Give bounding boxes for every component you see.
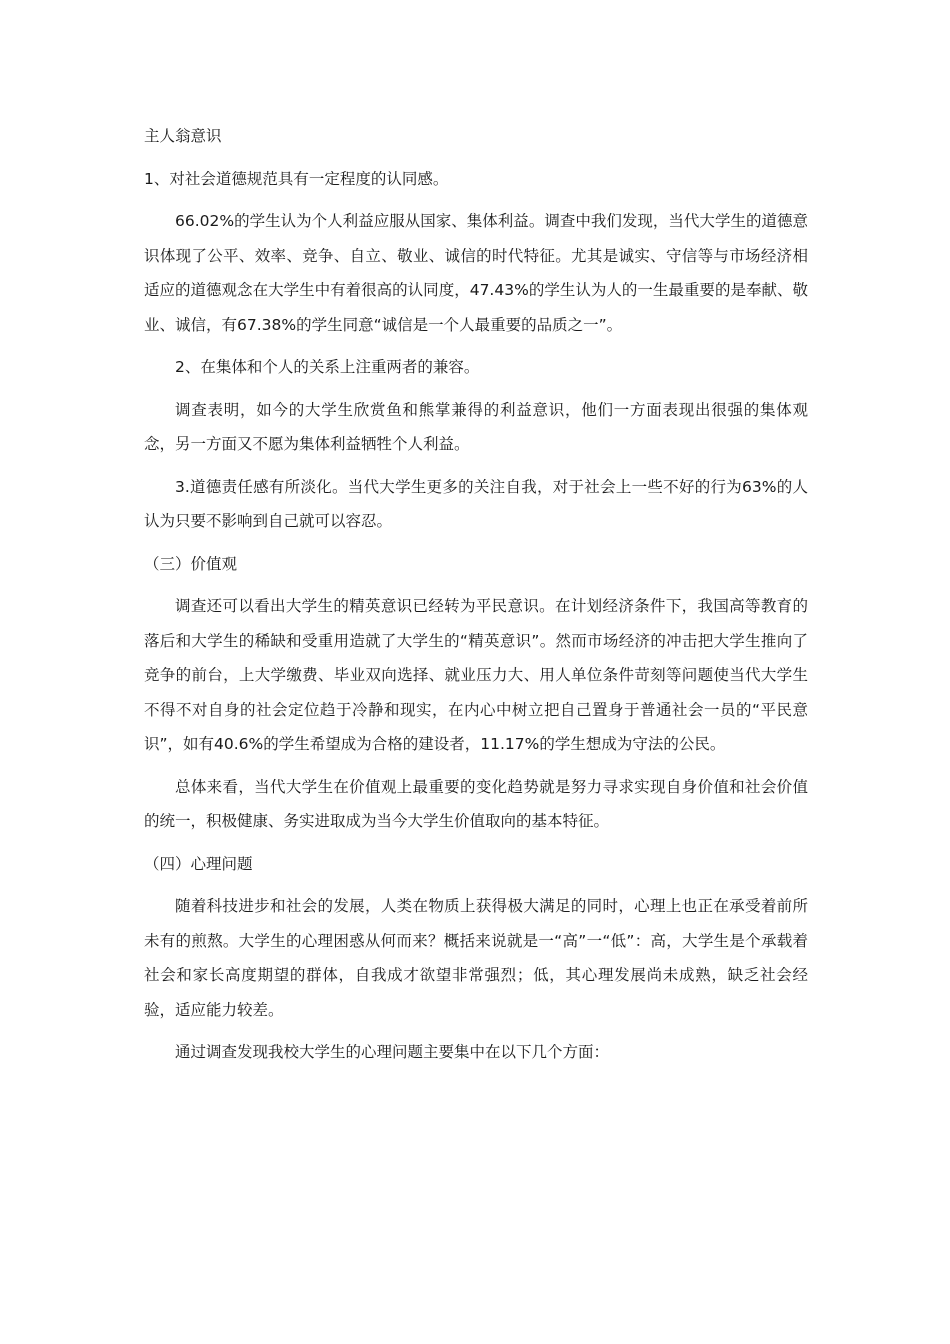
subheading-moral-norms: 1、对社会道德规范具有一定程度的认同感。 [144, 169, 449, 188]
paragraph-value-trend: 总体来看，当代大学生在价值观上最重要的变化趋势就是努力寻求实现自身价值和社会价值的统一，积极健康、务实进取成为当今大学生价值取向的基本特征。 [144, 777, 808, 830]
paragraph-moral-awareness: 66.02%的学生认为个人利益应服从国家、集体利益。调查中我们发现，当代大学生的道德意识体现了公平、效率、竞争、自立、敬业、诚信的时代特征。尤其是诚实、守信等与市场经济相适应的道德观念在大学生中有着很高的认同度，47.43%的学生认为人的一生最重要的是奉献、敬业、诚信，有67.38%的学生同意“诚信是一个人最重要的品质之一”。 [144, 212, 808, 334]
section-heading-ownership: 主人翁意识 [144, 127, 222, 145]
document-body [144, 119, 808, 1070]
paragraph-interest-awareness: 调查表明，如今的大学生欣赏鱼和熊掌兼得的利益意识，他们一方面表现出很强的集体观念，另一方面又不愿为集体利益牺牲个人利益。 [144, 400, 808, 453]
paragraph-elite-to-civilian: 调查还可以看出大学生的精英意识已经转为平民意识。在计划经济条件下，我国高等教育的落后和大学生的稀缺和受重用造就了大学生的“精英意识”。然而市场经济的冲击把大学生推向了竞争的前台，上大学缴费、毕业双向选择、就业压力大、用人单位条件苛刻等问题使当代大学生不得不对自身的社会定位趋于冷静和现实，在内心中树立把自己置身于普通社会一员的“平民意识”，如有40.6%的学生希望成为合格的建设者，11.17%的学生想成为守法的公民。 [144, 597, 808, 753]
paragraph-psychological-confusion: 随着科技进步和社会的发展，人类在物质上获得极大满足的同时，心理上也正在承受着前所未有的煎熬。大学生的心理困惑从何而来？概括来说就是一“高”一“低”：高，大学生是个承载着社会和家长高度期望的群体，自我成才欲望非常强烈；低，其心理发展尚未成熟，缺乏社会经验，适应能力较差。 [144, 897, 808, 1019]
subheading-collective-individual: 2、在集体和个人的关系上注重两者的兼容。 [175, 358, 480, 376]
paragraph-survey-findings: 通过调查发现我校大学生的心理问题主要集中在以下几个方面： [175, 1043, 610, 1061]
paragraph-moral-responsibility: 3.道德责任感有所淡化。当代大学生更多的关注自我，对于社会上一些不好的行为63%的人认为只要不影响到自己就可以容忍。 [144, 477, 808, 530]
section-heading-values: （三）价值观 [144, 554, 238, 573]
section-heading-psychology: （四）心理问题 [144, 854, 253, 873]
